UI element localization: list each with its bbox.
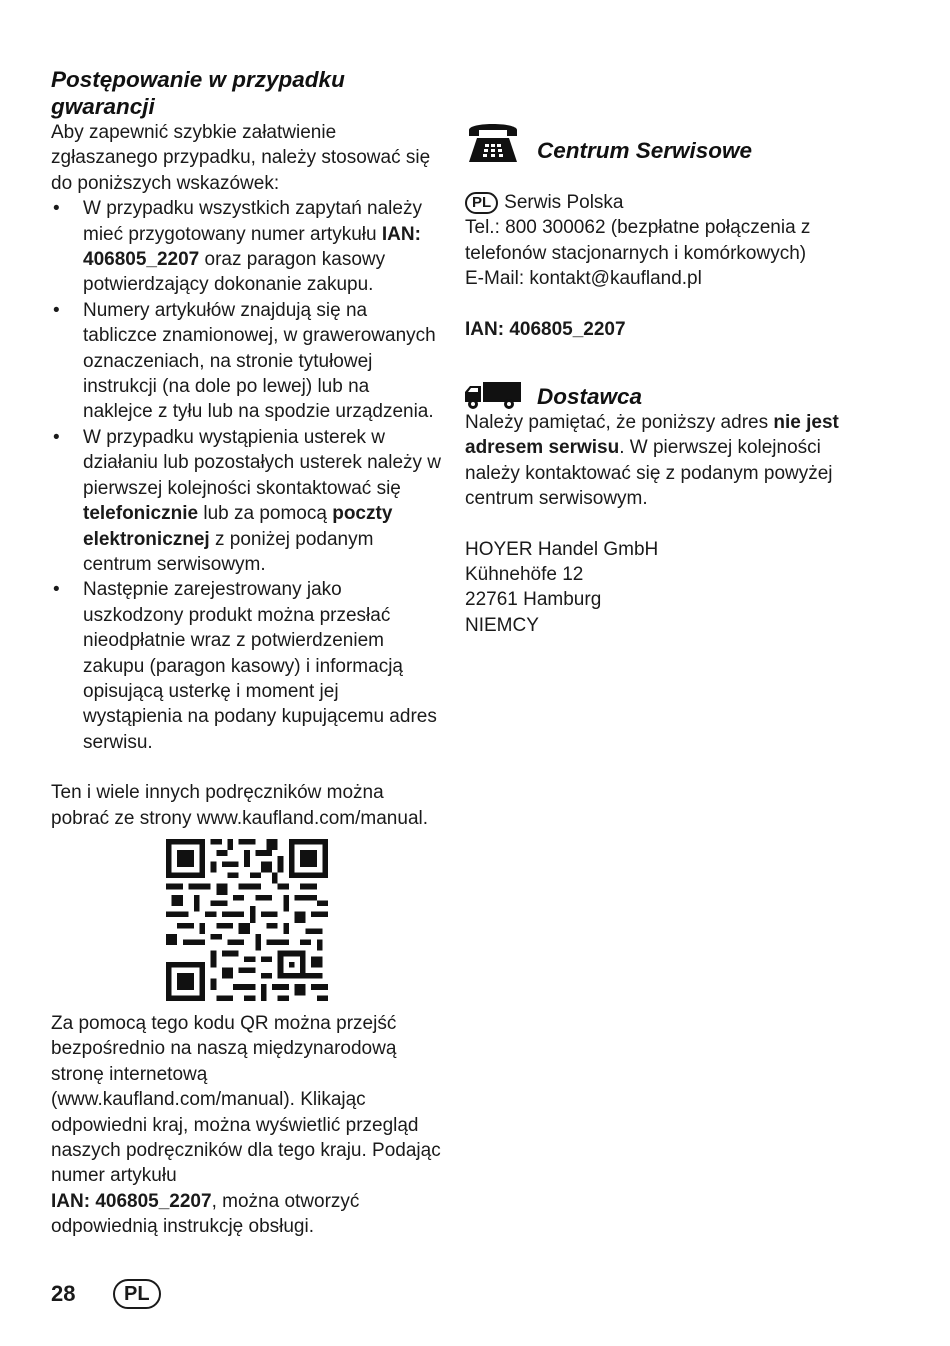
language-badge: PL — [113, 1279, 161, 1309]
page-number: 28 — [51, 1281, 76, 1306]
country-badge: PL — [465, 192, 498, 214]
service-header — [465, 120, 865, 164]
qr-code[interactable] — [51, 839, 443, 1001]
warranty-list — [51, 196, 443, 755]
list-item: • W przypadku wystąpienia usterek w działaniu lub pozostałych usterek należy w pierwszej kolejności skontaktować się telefonicznie lub za pomocą poczty elektronicznej z poniżej podanym centrum serwisowym. — [51, 425, 443, 577]
telephone-icon — [465, 120, 521, 164]
contact-phone-emphasis: telefonicznie — [83, 503, 199, 525]
service-email[interactable]: E-Mail: kontakt@kaufland.pl — [465, 268, 702, 290]
contact-email-emphasis: poczty elektronicznej — [83, 503, 393, 550]
list-item: • W przypadku wszystkich zapytań należy mieć przygotowany numer artykułu IAN: 406805_2207 oraz paragon kasowy potwierdzający dokonanie zakupu. — [51, 196, 443, 298]
qr-description: Za pomocą tego kodu QR można przejść bezpośrednio na naszą międzynarodową stronę internetową (www.kaufland.com/manual). Klikając odpowiedni kraj, można wyświetlić przegląd naszych podręczników dla tego kraju. Podając numer artykułu IAN: 406805_2207, można otworzyć odpowiednią instrukcję obsługi. — [51, 1012, 441, 1238]
list-item: • Numery artykułów znajdują się na tabliczce znamionowej, w grawerowanych oznaczeniach, na stronie tytułowej instrukcji (na dole po lewej) lub na naklejce z tyłu lub na spodzie urządzenia. — [51, 298, 443, 425]
supplier-note: Należy pamiętać, że poniższy adres nie jest adresem serwisu. W pierwszej kolejności należy kontaktować się z podanym powyżej centrum serwisowym. — [465, 412, 839, 510]
service-phone: Tel.: 800 300062 (bezpłatne połączenia z telefonów stacjonarnych i komórkowych) — [465, 217, 811, 264]
warranty-intro: Aby zapewnić szybkie załatwienie zgłaszanego przypadku, należy stosować się do poniższych wskazówek: — [51, 122, 431, 194]
list-item: • Następnie zarejestrowany jako uszkodzony produkt można przesłać nieodpłatnie wraz z potwierdzeniem zakupu (paragon kasowy) i informacją opisującą usterkę i moment jej wystąpienia na podany kupującemu adres serwisu. — [51, 577, 443, 755]
service-title: Centrum Serwisowe — [537, 138, 753, 163]
warranty-title: Postępowanie w przypadku gwarancji — [51, 67, 345, 119]
left-column — [51, 66, 443, 1240]
ian-number: IAN: 406805_2207 — [83, 223, 421, 271]
manuals-text: Ten i wiele innych podręczników można pobrać ze strony www.kaufland.com/manual. — [51, 782, 429, 829]
delivery-truck-icon — [465, 382, 521, 410]
qr-code-icon — [166, 839, 328, 1001]
page-footer — [51, 1279, 161, 1309]
service-ian: IAN: 406805_2207 — [465, 318, 626, 340]
ian-number: IAN: 406805_2207 — [51, 1190, 212, 1212]
supplier-title: Dostawca — [537, 384, 643, 410]
service-name: PL Serwis Polska — [465, 190, 865, 215]
supplier-header — [465, 382, 865, 410]
supplier-address: HOYER Handel GmbH Kühnehöfe 12 22761 Hamburg NIEMCY — [465, 538, 659, 636]
right-column — [465, 120, 865, 638]
